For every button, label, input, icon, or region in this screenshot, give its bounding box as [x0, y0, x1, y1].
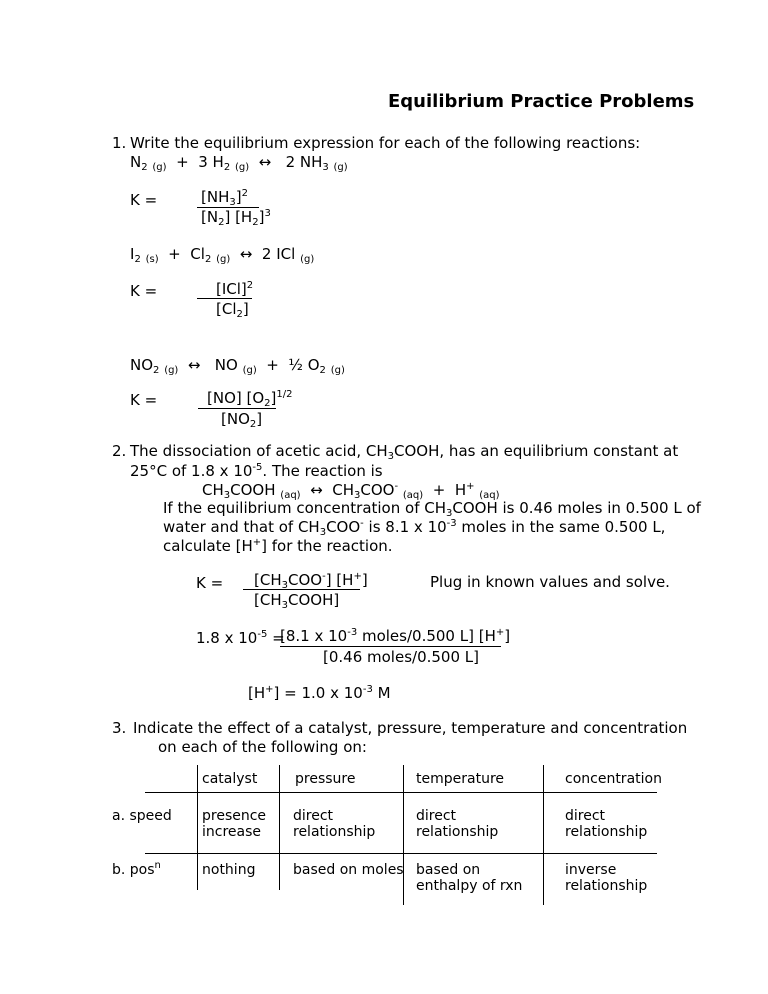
q1-k3-fraction-bar: [198, 408, 276, 409]
table-rule: [197, 765, 198, 890]
table-cell: presence increase: [202, 808, 267, 841]
q1-k3-label: K =: [130, 391, 158, 409]
q2-line-2: 25°C of 1.8 x $10^{-5}$. The reaction is: [130, 462, 383, 480]
q2-line-4: water and that of $CH_3COO^-$ is 8.1 x $10^{-3}$ moles in the same 0.500 L,: [163, 518, 666, 538]
table-cell: inverse relationship: [565, 862, 648, 895]
q1-k2-label: K =: [130, 282, 158, 300]
q1-k3-denominator: $[NO_2]$: [221, 410, 263, 430]
table-rule: [279, 765, 280, 890]
q3-line-1: Indicate the effect of a catalyst, pressure, temperature and concentration: [133, 719, 688, 737]
q1-reaction-1: $N_2$ $_{(g)}$ + 3 $H_2$ $_{(g)}$ ↔ 2 $NH_3$ $_{(g)}$: [130, 153, 348, 173]
row-label: b. pos$^n$: [112, 860, 161, 878]
table-cell: based on enthalpy of rxn: [416, 862, 523, 895]
table-rule: [145, 853, 657, 854]
q1-reaction-2: $I_2$ $_{(s)} + Cl_2$ $_{(g)}$ ↔ 2 ICl $_{(g)}$: [130, 245, 315, 265]
page-title: Equilibrium Practice Problems: [388, 91, 695, 112]
q1-k2-denominator: $[Cl_2]$: [216, 300, 249, 320]
q1-k2-numerator: [ICl]$^2$: [216, 280, 254, 298]
row-label: a. speed: [112, 808, 172, 824]
q1-k2-fraction-bar: [197, 298, 252, 299]
table-cell: direct relationship: [293, 808, 376, 841]
q1-number: 1.: [112, 134, 127, 152]
col-header-pressure: pressure: [295, 771, 356, 787]
q2-equation-denominator: [0.46 moles/0.500 L]: [323, 648, 479, 666]
q2-k-numerator: $[CH_3COO^-]$ [H+]: [254, 571, 368, 591]
table-rule: [543, 765, 544, 905]
table-cell: nothing: [202, 862, 256, 878]
q3-number: 3.: [112, 719, 127, 737]
col-header-temperature: temperature: [416, 771, 504, 787]
q1-k1-denominator: $[N_2]$ $[H_2]^3$: [201, 208, 271, 228]
col-header-catalyst: catalyst: [202, 771, 258, 787]
q1-k1-numerator: $[NH_3]^2$: [201, 188, 248, 208]
q2-answer: [H+] = 1.0 x $10^{-3}$ M: [248, 684, 391, 702]
q1-prompt: Write the equilibrium expression for each of the following reactions:: [130, 134, 641, 152]
q2-k-fraction-bar: [243, 589, 360, 590]
q2-k-denominator: $[CH_3COOH]$: [254, 591, 340, 611]
q2-number: 2.: [112, 442, 127, 460]
q2-line-5: calculate [H+] for the reaction.: [163, 537, 393, 555]
table-rule: [145, 792, 657, 793]
q2-equation-numerator: [8.1 x $10^{-3}$ moles/0.500 L] [H+]: [280, 627, 511, 645]
q1-reaction-3: $NO_2$ $_{(g)}$ ↔ NO $_{(g)}$ + ½ $O_2$ $_{(g)}$: [130, 356, 345, 376]
q2-k-label: K =: [196, 574, 224, 592]
table-cell: direct relationship: [565, 808, 648, 841]
q3-line-2: on each of the following on:: [158, 738, 367, 756]
table-cell: direct relationship: [416, 808, 499, 841]
q2-reaction: $CH_3COOH$ $_{(aq)}$ ↔ $CH_3COO^-$ $_{(aq)}$ + H+ $_{(aq)}$: [202, 481, 500, 501]
q1-k3-numerator: [NO] $[O_2]^{1/2}$: [207, 389, 293, 409]
q2-hint: Plug in known values and solve.: [430, 573, 670, 591]
q1-k1-label: K =: [130, 191, 158, 209]
q2-line-3: If the equilibrium concentration of $CH_3COOH$ is 0.46 moles in 0.500 L of: [163, 499, 701, 519]
q2-equation-lhs: 1.8 x $10^{-5}$ =: [196, 629, 285, 647]
col-header-concentration: concentration: [565, 771, 662, 787]
q2-equation-fraction-bar: [280, 646, 501, 647]
q2-line-1: The dissociation of acetic acid, $CH_3COOH$, has an equilibrium constant at: [130, 442, 679, 462]
table-rule: [403, 765, 404, 905]
table-cell: based on moles: [293, 862, 404, 878]
